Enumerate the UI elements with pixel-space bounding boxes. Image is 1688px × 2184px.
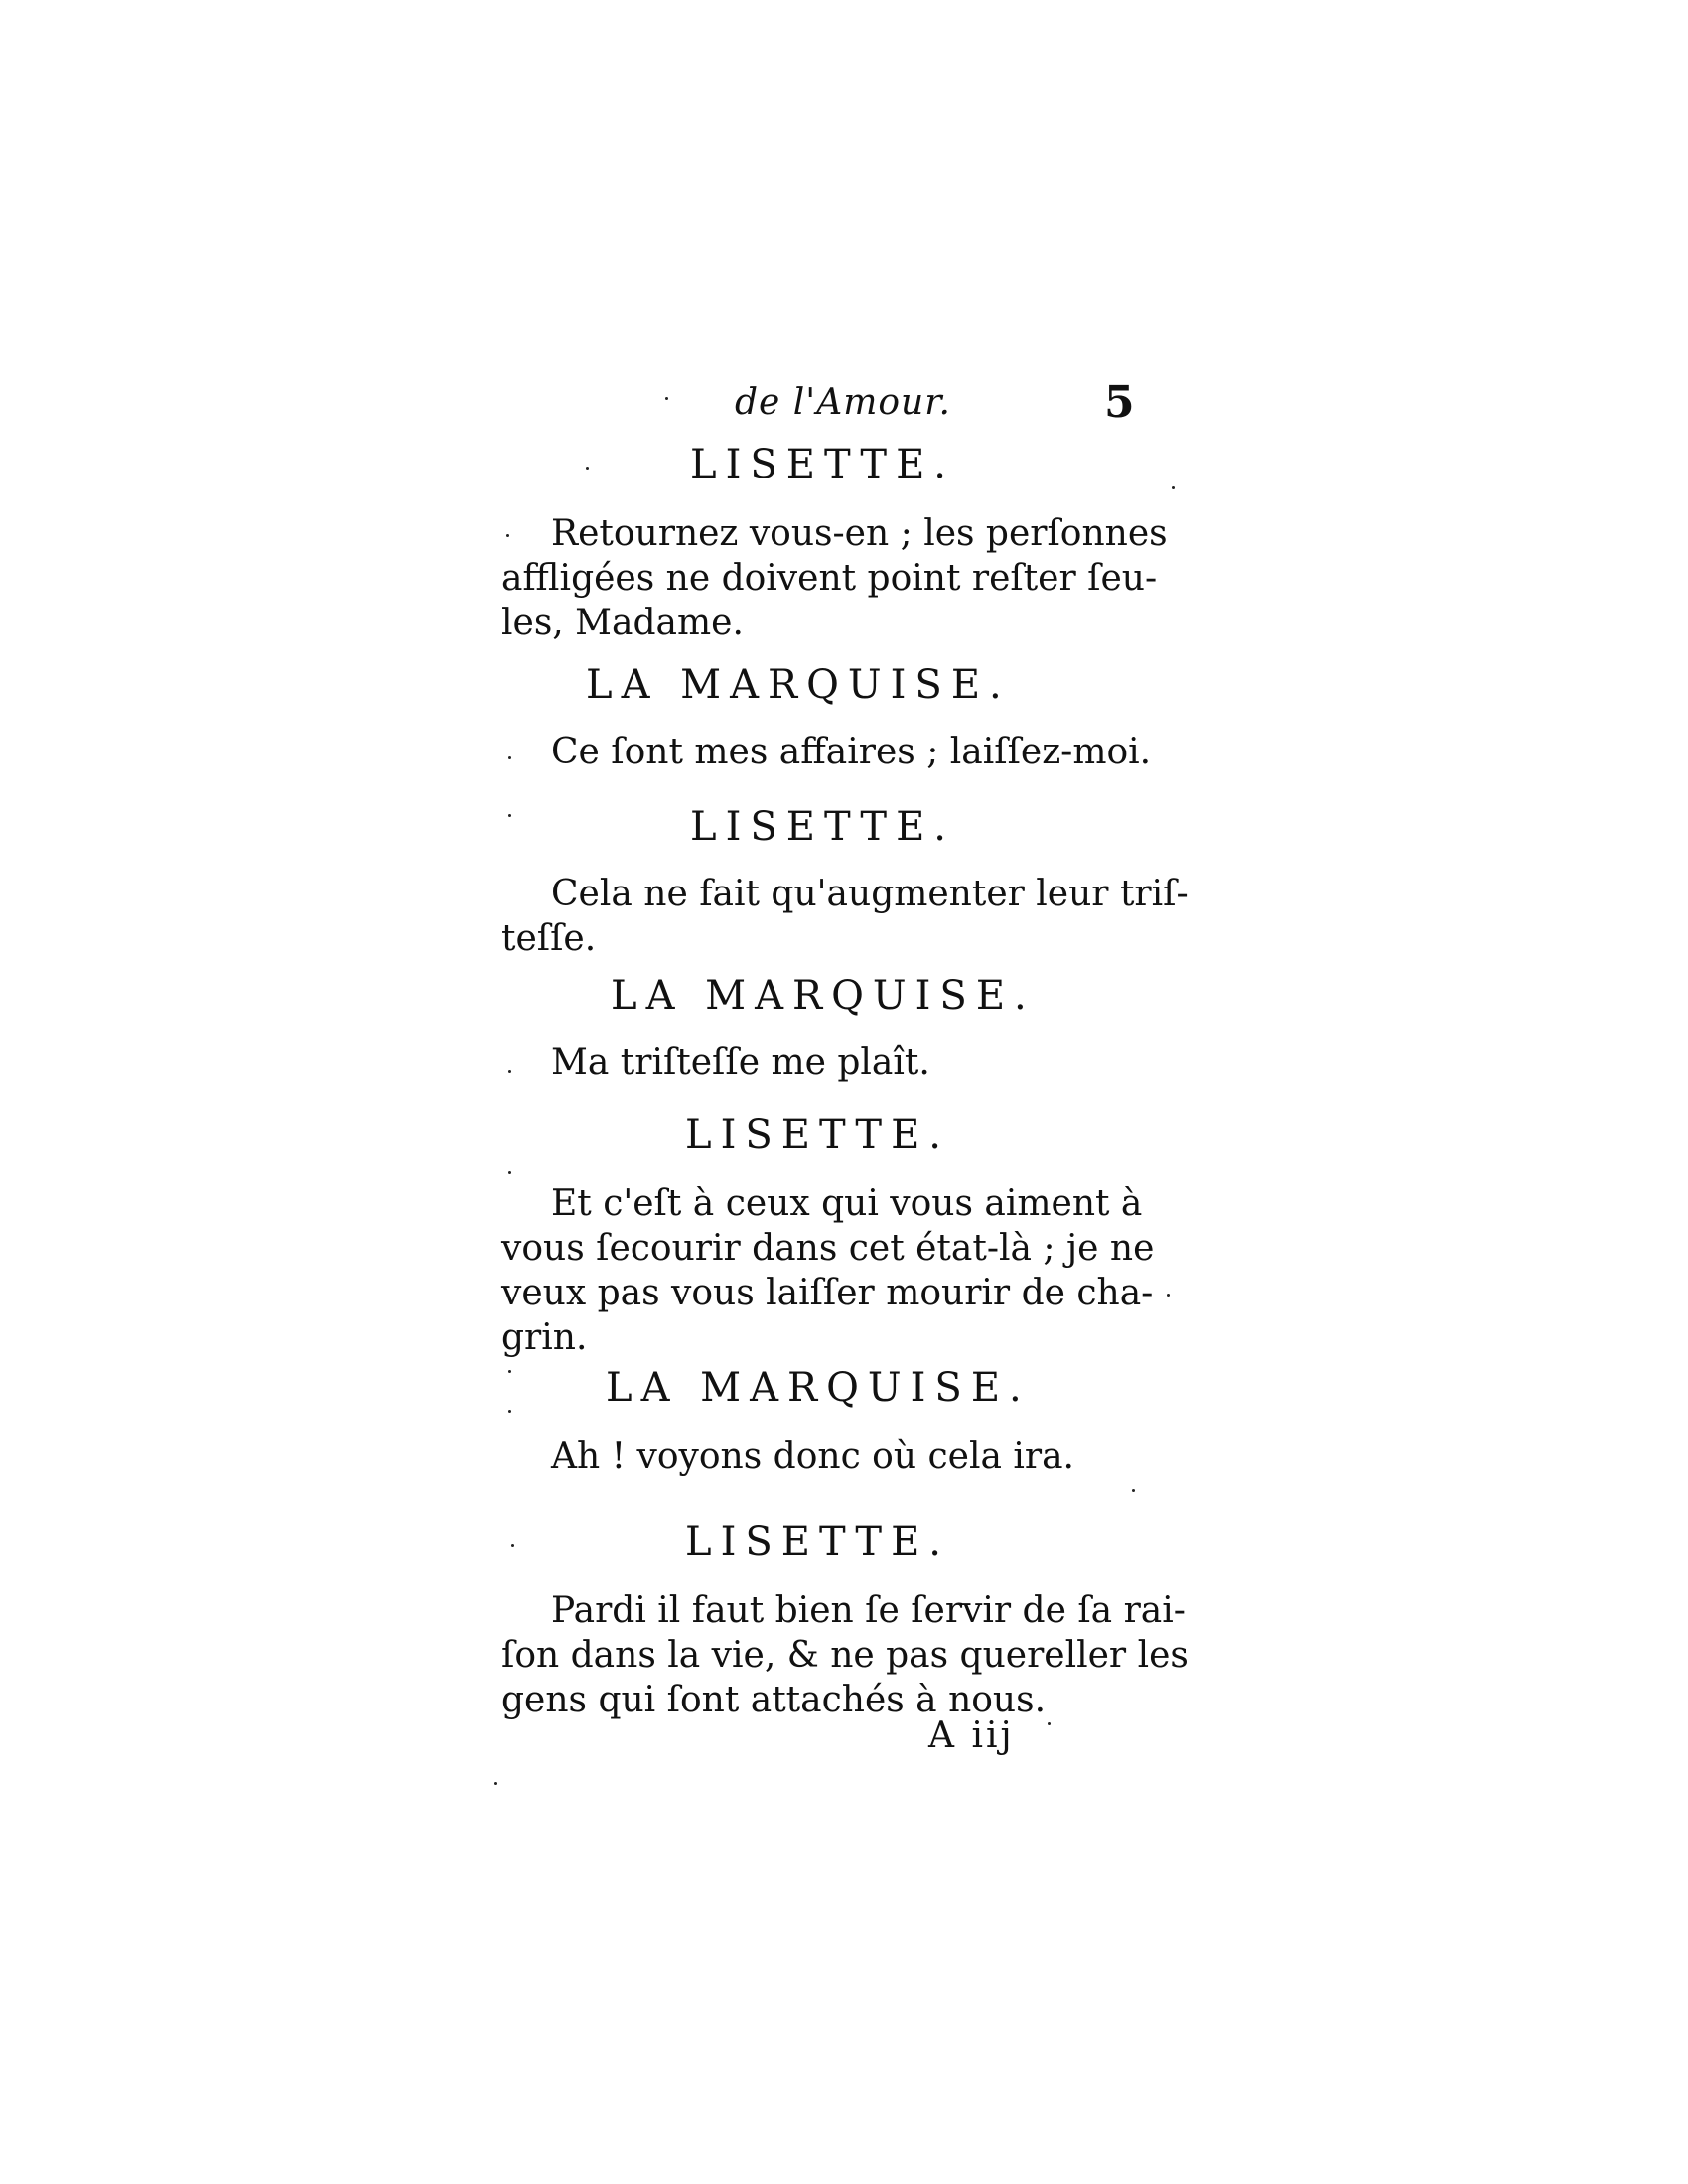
speech-line: Ma triſteſſe me plaît.	[551, 1042, 930, 1083]
speech-text	[501, 1588, 1189, 1722]
scan-speck	[508, 1410, 511, 1413]
speech-line: Cela ne fait qu'augmenter leur triſ-	[551, 874, 1189, 914]
speech-line: Pardi il faut bien ſe ſervir de ſa rai-	[551, 1590, 1186, 1631]
speech-text	[501, 872, 1189, 961]
speech-line: Ah ! voyons donc où cela ira.	[551, 1436, 1074, 1477]
speech-text	[501, 1434, 1137, 1479]
speaker-name: LISETTE.	[685, 1519, 950, 1565]
scan-speck	[508, 756, 511, 759]
scan-speck	[1132, 1489, 1135, 1492]
page-number: 5	[1104, 377, 1135, 428]
speech-line: teſſe.	[501, 918, 597, 959]
scan-speck	[1167, 1294, 1170, 1297]
speech-line: les, Madame.	[501, 603, 744, 643]
speech-text	[501, 511, 1168, 645]
speech-line: veux pas vous laiſſer mourir de cha-	[501, 1273, 1154, 1313]
scan-speck	[665, 397, 668, 400]
scan-speck	[508, 1370, 511, 1373]
scan-speck	[508, 1070, 511, 1073]
speech-line: gens qui ſont attachés à nous.	[501, 1680, 1047, 1720]
scan-speck	[508, 814, 511, 817]
speech-text	[501, 1040, 1137, 1085]
speech-line: grin.	[501, 1317, 588, 1358]
speech-line: Et c'eſt à ceux qui vous aiment à	[551, 1183, 1143, 1224]
scan-speck	[494, 1782, 497, 1785]
scan-speck	[508, 1171, 511, 1174]
speaker-name: LISETTE.	[690, 442, 955, 487]
scan-speck	[1172, 486, 1175, 489]
speaker-name: LISETTE.	[685, 1112, 950, 1158]
speaker-name: LISETTE.	[690, 804, 955, 850]
scan-speck	[1048, 1722, 1051, 1725]
scan-speck	[586, 467, 589, 470]
speech-line: Retournez vous-en ; les perſonnes	[551, 513, 1168, 554]
running-head: de l'Amour.	[735, 382, 951, 423]
scan-speck	[506, 534, 509, 537]
signature-mark: A iij	[928, 1715, 1015, 1756]
speech-line: Ce ſont mes affaires ; laiſſez-moi.	[551, 732, 1152, 772]
speech-line: affligées ne doivent point reſter ſeu-	[501, 558, 1158, 599]
scan-speck	[511, 1544, 514, 1547]
speaker-name: LA MARQUISE.	[611, 973, 1036, 1019]
speaker-name: LA MARQUISE.	[606, 1365, 1031, 1411]
speech-text	[501, 730, 1152, 774]
speech-line: vous ſecourir dans cet état-là ; je ne	[501, 1228, 1155, 1269]
speech-line: ſon dans la vie, & ne pas quereller les	[501, 1635, 1189, 1676]
speaker-name: LA MARQUISE.	[586, 662, 1011, 708]
speech-text	[501, 1181, 1155, 1360]
